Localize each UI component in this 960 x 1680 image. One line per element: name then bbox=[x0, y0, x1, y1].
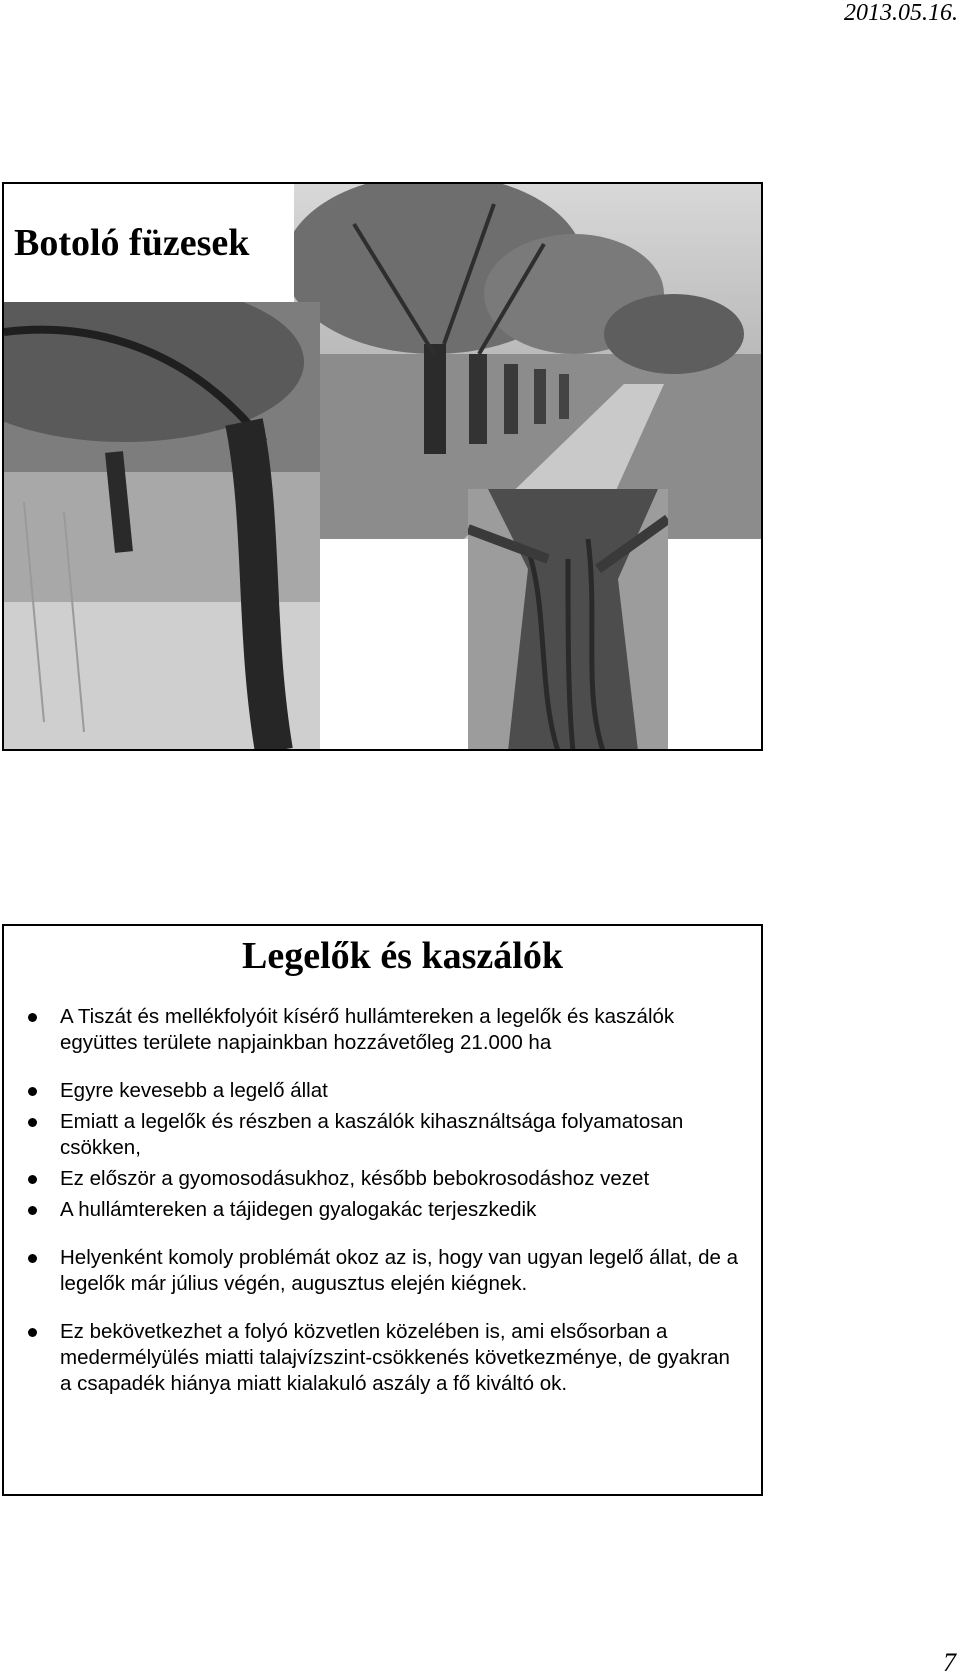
list-item: Ez bekövetkezhet a folyó közvetlen közelében is, ami elsősorban a medermélyülés miatti talajvízszint-csökkenés következménye, de gyakran a csapadék hiánya miatt kialakuló aszály a fő kiváltó ok. bbox=[24, 1319, 744, 1397]
willow-trunk-closeup-photo bbox=[468, 489, 668, 751]
slide-title: Legelők és kaszálók bbox=[242, 935, 563, 977]
bullet-dot-icon bbox=[28, 1118, 37, 1127]
list-item: A Tiszát és mellékfolyóit kísérő hullámtereken a legelők és kaszálók együttes területe napjainkban hozzávetőleg 21.000 ha bbox=[24, 1004, 744, 1056]
page-number: 7 bbox=[943, 1648, 956, 1677]
list-item: Emiatt a legelők és részben a kaszálók kihasználtsága folyamatosan csökken, bbox=[24, 1109, 744, 1161]
slide-legelok-es-kaszalok bbox=[2, 924, 763, 1496]
willow-by-water-photo bbox=[4, 302, 320, 751]
page-date: 2013.05.16. bbox=[844, 0, 958, 26]
bullet-dot-icon bbox=[28, 1175, 37, 1184]
bullet-dot-icon bbox=[28, 1087, 37, 1096]
list-item: Egyre kevesebb a legelő állat bbox=[24, 1078, 744, 1104]
list-item: Helyenként komoly problémát okoz az is, hogy van ugyan legelő állat, de a legelők már július végén, augusztus elején kiégnek. bbox=[24, 1245, 744, 1297]
slide-botolo-fuzesek bbox=[2, 182, 763, 751]
list-item: Ez először a gyomosodásukhoz, később bebokrosodáshoz vezet bbox=[24, 1166, 744, 1192]
bullet-dot-icon bbox=[28, 1254, 37, 1263]
list-item: A hullámtereken a tájidegen gyalogakác terjeszkedik bbox=[24, 1197, 744, 1223]
bullet-dot-icon bbox=[28, 1206, 37, 1215]
bullet-dot-icon bbox=[28, 1328, 37, 1337]
willow-row-path-photo bbox=[294, 184, 763, 539]
slide-title: Botoló füzesek bbox=[4, 184, 294, 302]
bullet-dot-icon bbox=[28, 1013, 37, 1022]
bullet-list bbox=[24, 1004, 744, 1397]
